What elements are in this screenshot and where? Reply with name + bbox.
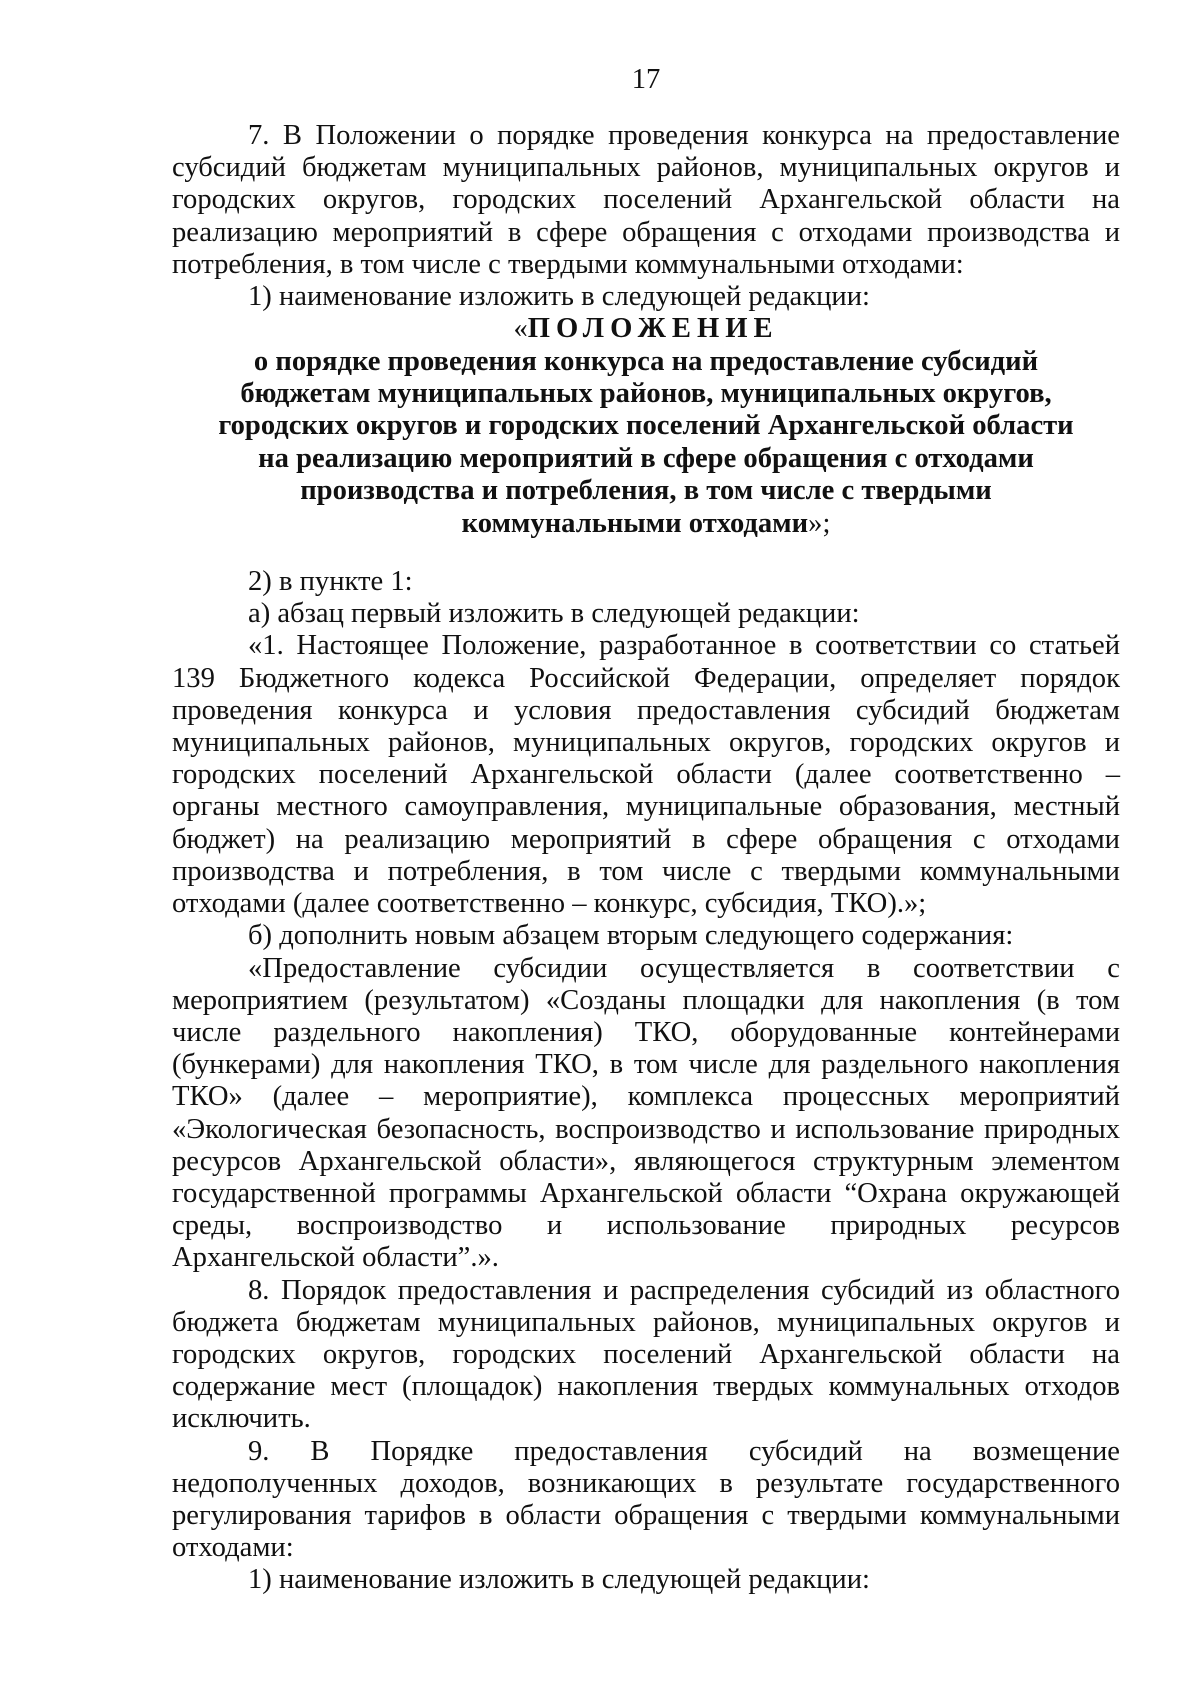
- heading-line: о порядке проведения конкурса на предоставление субсидий: [253, 345, 1039, 377]
- heading-line: бюджетам муниципальных районов, муниципальных округов,: [240, 378, 1052, 410]
- heading-line: производства и потребления, в том числе с твердыми: [300, 475, 992, 507]
- heading-last-line-text: коммунальными отходами: [461, 507, 809, 539]
- heading-last-line: [172, 508, 1120, 540]
- paragraph-subitem-b: б) дополнить новым абзацем вторым следующего содержания:: [248, 920, 1014, 952]
- page-number: 17: [631, 64, 661, 95]
- paragraph-subitem-1-second: 1) наименование изложить в следующей редакции:: [248, 1564, 870, 1596]
- paragraph-item-9: 9. В Порядке предоставления субсидий на возмещение недополученных доходов, возникающих в результате государственного регулирования тарифов в области обращения с твердыми коммунальными отходами:: [172, 1435, 1120, 1564]
- paragraph-subitem-2: 2) в пункте 1:: [248, 566, 413, 598]
- paragraph-item-8: 8. Порядок предоставления и распределения субсидий из областного бюджета бюджетам муниципальных районов, муниципальных округов и городских округов, городских поселений Архангельской области на содержание мест (площадок) накопления твердых коммунальных отходов исключить.: [172, 1274, 1120, 1435]
- paragraph-subitem-a: а) абзац первый изложить в следующей редакции:: [248, 598, 860, 630]
- heading-line: городских округов и городских поселений Архангельской области: [218, 410, 1074, 442]
- paragraph-quoted-point-1: «1. Настоящее Положение, разработанное в соответствии со статьей 139 Бюджетного кодекса Российской Федерации, определяет порядок проведения конкурса и условия предоставления субсидий бюджетам муниципальных районов, муниципальных округов, городских округов и городских поселений Архангельской области (далее соответственно – органы местного самоуправления, муниципальные образования, местный бюджет) на реализацию мероприятий в сфере обращения с отходами производства и потребления, в том числе с твердыми коммунальными отходами (далее соответственно – конкурс, субсидия, ТКО).»;: [172, 630, 1120, 920]
- paragraph-quoted-subsidy: «Предоставление субсидии осуществляется в соответствии с мероприятием (результатом) «Созданы площадки для накопления (в том числе раздельного накопления) ТКО, оборудованные контейнерами (бункерами) для накопления ТКО, в том числе для раздельного накопления ТКО» (далее – мероприятие), комплекса процессных мероприятий «Экологическая безопасность, воспроизводство и использование природных ресурсов Архангельской области», являющегося структурным элементом государственной программы Архангельской области “Охрана окружающей среды, воспроизводство и использование природных ресурсов Архангельской области”.».: [172, 952, 1120, 1274]
- heading-open-quote: «: [513, 313, 528, 345]
- regulation-heading: [172, 313, 1120, 540]
- heading-title: [172, 313, 1120, 345]
- heading-title-text: ПОЛОЖЕНИЕ: [527, 313, 779, 345]
- paragraph-item-7: 7. В Положении о порядке проведения конкурса на предоставление субсидий бюджетам муниципальных районов, муниципальных округов и городских округов, городских поселений Архангельской области на реализацию мероприятий в сфере обращения с отходами производства и потребления, в том числе с твердыми коммунальными отходами:: [172, 120, 1120, 280]
- heading-line: на реализацию мероприятий в сфере обращения с отходами: [258, 442, 1034, 474]
- heading-closing-quote: »;: [808, 507, 831, 539]
- document-page: [172, 64, 1120, 1597]
- paragraph-subitem-1: 1) наименование изложить в следующей редакции:: [248, 281, 870, 313]
